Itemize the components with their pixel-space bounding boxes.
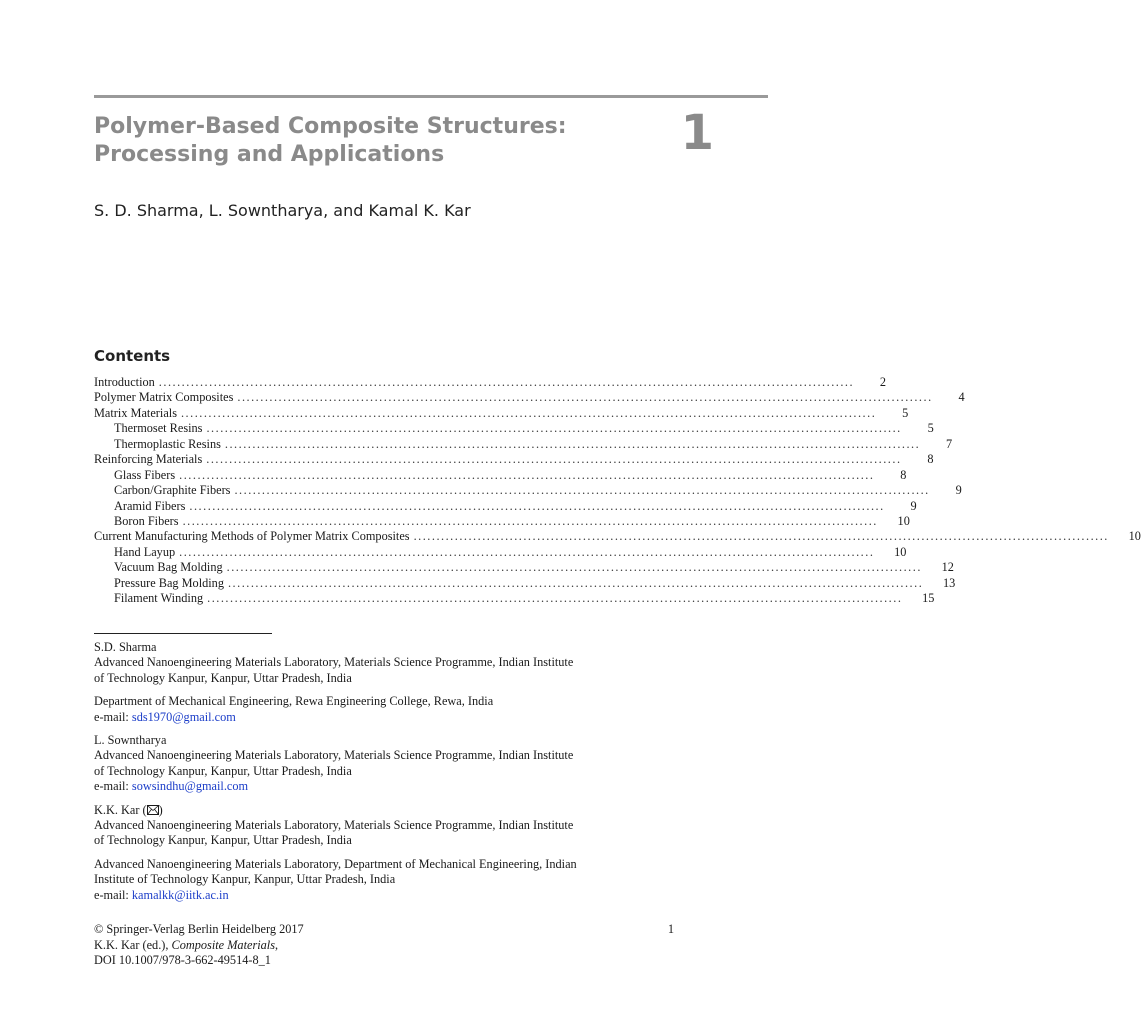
contents-heading: Contents — [94, 347, 171, 365]
affiliation-sharma-secondary — [94, 694, 684, 725]
toc-entry-thermoplastic-resins[interactable] — [94, 436, 953, 452]
toc-entry-page: 10 — [1128, 529, 1141, 544]
toc-entry-label: Carbon/Graphite Fibers — [114, 483, 231, 498]
author-name-close: ) — [158, 802, 163, 817]
toc-entry-label: Glass Fibers — [114, 467, 176, 482]
top-rule — [94, 95, 768, 98]
toc-entry-label: Vacuum Bag Molding — [114, 560, 223, 575]
email-link-sharma[interactable]: sds1970@gmail.com — [131, 709, 236, 724]
toc-entry-introduction[interactable] — [94, 375, 887, 390]
toc-leader-dots: ........................................................................................................................................................ — [179, 467, 875, 482]
toc-entry-label: Pressure Bag Molding — [114, 575, 224, 590]
toc-entry-page: 8 — [927, 452, 934, 467]
toc-leader-dots: ........................................................................................................................................................ — [227, 575, 924, 590]
toc-entry-label: Thermoset Resins — [114, 421, 203, 436]
toc-leader-dots: ........................................................................................................................................................ — [234, 483, 930, 498]
toc-leader-dots: ........................................................................................................................................................ — [207, 591, 903, 606]
author-affiliations — [94, 640, 684, 911]
toc-entry-label: Introduction — [94, 375, 155, 389]
doi[interactable]: DOI 10.1007/978-3-662-49514-8_1 — [94, 953, 271, 967]
toc-entry-page: 10 — [894, 544, 907, 559]
toc-leader-dots: ........................................................................................................................................................ — [206, 452, 902, 467]
chapter-title-line-1: Polymer-Based Composite Structures: — [94, 114, 567, 139]
toc-entry-page: 9 — [955, 483, 962, 498]
author-name: S.D. Sharma — [94, 640, 157, 654]
toc-entry-page: 7 — [946, 436, 953, 451]
toc-entry-matrix-materials[interactable] — [94, 405, 909, 421]
toc-entry-glass-fibers[interactable] — [94, 467, 907, 483]
author-name: L. Sowntharya — [94, 733, 167, 748]
email-label: e-mail: — [94, 779, 132, 794]
affiliation-line: Advanced Nanoengineering Materials Laboratory, Materials Science Programme, Indian Institute — [94, 818, 574, 833]
toc-entry-label: Matrix Materials — [94, 405, 177, 420]
author-list: S. D. Sharma, L. Sowntharya, and Kamal K. Kar — [94, 201, 471, 220]
toc-entry-label: Filament Winding — [114, 591, 204, 606]
affiliation-sharma — [94, 640, 684, 686]
toc-entry-page: 15 — [922, 591, 935, 606]
toc-entry-label: Aramid Fibers — [114, 498, 186, 513]
table-of-contents — [94, 375, 1141, 607]
toc-entry-vacuum-bag-molding[interactable] — [94, 560, 954, 575]
email-line — [94, 888, 684, 903]
email-line — [94, 710, 684, 725]
chapter-number: 1 — [680, 105, 714, 161]
toc-leader-dots: ........................................................................................................................................................ — [206, 421, 902, 436]
toc-entry-aramid-fibers[interactable] — [94, 498, 917, 514]
toc-entry-page: 12 — [941, 560, 954, 575]
affiliation-line: Department of Mechanical Engineering, Rewa Engineering College, Rewa, India — [94, 694, 494, 709]
toc-entry-page: 10 — [897, 513, 910, 528]
toc-leader-dots: ........................................................................................................................................................ — [413, 529, 1109, 544]
toc-entry-page: 4 — [958, 390, 965, 405]
toc-entry-current-manufacturing-methods[interactable] — [94, 529, 1141, 544]
email-line — [94, 779, 684, 794]
toc-entry-label: Current Manufacturing Methods of Polymer Matrix Composites — [94, 529, 410, 544]
chapter-title-line-2: Processing and Applications — [94, 142, 445, 167]
editor-prefix: K.K. Kar (ed.), — [94, 937, 172, 952]
affiliation-kar — [94, 803, 684, 849]
toc-entry-page: 5 — [902, 405, 909, 420]
affiliation-line: Advanced Nanoengineering Materials Laboratory, Materials Science Programme, Indian Institute — [94, 655, 574, 670]
toc-entry-pressure-bag-molding[interactable] — [94, 575, 956, 591]
email-label: e-mail: — [94, 709, 132, 724]
toc-entry-page: 5 — [927, 421, 934, 436]
toc-entry-label: Reinforcing Materials — [94, 452, 203, 467]
footnote-rule — [94, 633, 272, 634]
toc-leader-dots: ........................................................................................................................................................ — [179, 544, 875, 559]
affiliation-line: Advanced Nanoengineering Materials Laboratory, Department of Mechanical Engineering, Indian — [94, 856, 577, 871]
toc-entry-carbon-graphite-fibers[interactable] — [94, 483, 962, 498]
affiliation-kar-secondary — [94, 857, 684, 903]
email-label: e-mail: — [94, 887, 132, 902]
toc-entry-hand-layup[interactable] — [94, 544, 907, 560]
envelope-icon — [147, 805, 159, 815]
toc-leader-dots: ........................................................................................................................................................ — [226, 560, 922, 575]
toc-leader-dots: ........................................................................................................................................................ — [237, 390, 933, 405]
toc-leader-dots: ........................................................................................................................................................ — [189, 498, 885, 513]
publication-info — [94, 922, 674, 969]
toc-entry-boron-fibers[interactable] — [94, 513, 910, 529]
chapter-title — [94, 113, 654, 169]
affiliation-line: Institute of Technology Kanpur, Kanpur, Uttar Pradesh, India — [94, 872, 396, 887]
email-link-sowntharya[interactable]: sowsindhu@gmail.com — [131, 779, 249, 794]
toc-entry-page: 9 — [910, 498, 917, 513]
toc-entry-page: 13 — [942, 575, 956, 590]
affiliation-line: Advanced Nanoengineering Materials Laboratory, Materials Science Programme, Indian Institute — [94, 748, 574, 763]
toc-leader-dots: ........................................................................................................................................................ — [180, 405, 877, 420]
toc-entry-label: Hand Layup — [114, 544, 176, 559]
copyright-notice: © Springer-Verlag Berlin Heidelberg 2017 — [94, 922, 304, 936]
affiliation-sowntharya — [94, 733, 684, 795]
toc-leader-dots: ........................................................................................................................................................ — [224, 436, 921, 451]
toc-entry-label: Thermoplastic Resins — [114, 436, 221, 451]
author-name: K.K. Kar ( — [94, 802, 147, 817]
page-number: 1 — [667, 922, 674, 936]
toc-entry-filament-winding[interactable] — [94, 591, 935, 606]
toc-entry-reinforcing-materials[interactable] — [94, 452, 934, 467]
book-citation — [94, 938, 674, 954]
editor-suffix: , — [275, 937, 279, 952]
book-title: Composite Materials — [171, 937, 276, 952]
toc-entry-label: Boron Fibers — [114, 513, 179, 528]
affiliation-line: of Technology Kanpur, Kanpur, Uttar Pradesh, India — [94, 833, 352, 848]
toc-leader-dots: ........................................................................................................................................................ — [182, 513, 878, 528]
toc-entry-label: Polymer Matrix Composites — [94, 390, 234, 405]
toc-entry-page: 8 — [900, 467, 907, 482]
email-link-kar[interactable]: kamalkk@iitk.ac.in — [131, 887, 229, 902]
affiliation-line: of Technology Kanpur, Kanpur, Uttar Pradesh, India — [94, 763, 352, 778]
affiliation-line: of Technology Kanpur, Kanpur, Uttar Pradesh, India — [94, 670, 352, 685]
toc-leader-dots: ........................................................................................................................................................ — [158, 375, 855, 389]
toc-entry-polymer-matrix-composites[interactable] — [94, 390, 965, 405]
toc-entry-page: 2 — [879, 375, 887, 389]
toc-entry-thermoset-resins[interactable] — [94, 421, 934, 436]
author-name-line — [94, 803, 684, 818]
